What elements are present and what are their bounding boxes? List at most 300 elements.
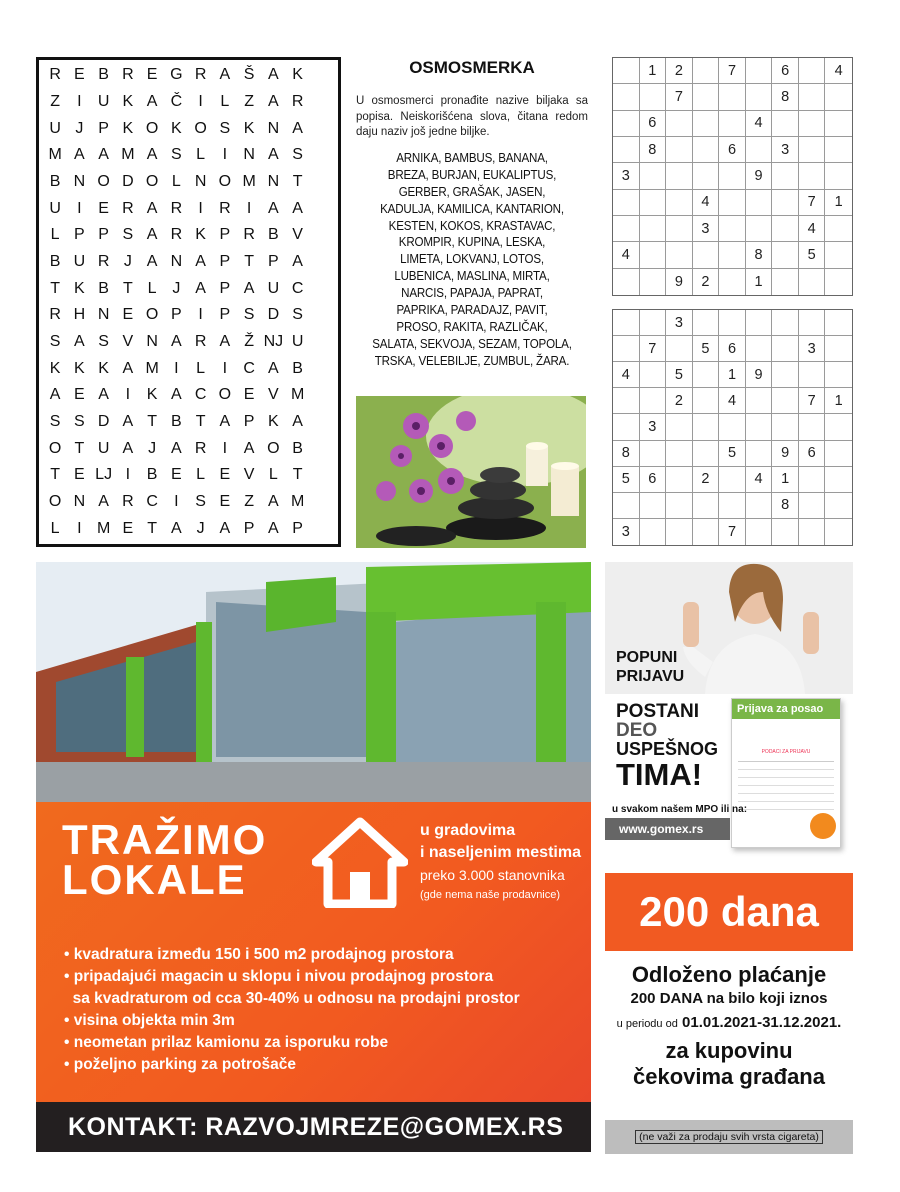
sudoku-cell[interactable] <box>825 137 852 163</box>
sudoku-cell[interactable] <box>613 310 640 336</box>
job-application-form-image <box>731 698 841 848</box>
word-search-cell: A <box>268 146 279 164</box>
word-search-cell: U <box>73 252 86 270</box>
sudoku-cell[interactable] <box>746 58 773 84</box>
word-search-cell <box>310 62 334 89</box>
word-search-cell: O <box>218 386 232 404</box>
requirement-item <box>64 944 520 966</box>
sudoku-cell[interactable] <box>613 216 640 242</box>
gomex-website-link[interactable]: www.gomex.rs <box>605 818 730 840</box>
sudoku-cell[interactable] <box>613 414 640 440</box>
word-search-cell: A <box>243 279 255 297</box>
sudoku-cell[interactable] <box>772 336 799 362</box>
sudoku-cell[interactable] <box>825 216 852 242</box>
sudoku-cell[interactable] <box>666 111 693 137</box>
sudoku-cell[interactable] <box>772 362 799 388</box>
word-search-cell: P <box>243 412 255 430</box>
sudoku-cell[interactable] <box>746 519 773 545</box>
cities-line-1: u gradovima <box>420 822 516 839</box>
word-search-cell: S <box>195 492 206 510</box>
sudoku-cell[interactable] <box>799 269 826 295</box>
word-search-cell: I <box>125 386 131 404</box>
word-search-cell: I <box>222 359 228 377</box>
sudoku-cell[interactable] <box>640 519 667 545</box>
sudoku-cell[interactable] <box>746 216 773 242</box>
sudoku-cell[interactable] <box>825 519 852 545</box>
sudoku-cell[interactable] <box>719 111 746 137</box>
uspesnog-line: USPEŠNOG <box>616 739 719 759</box>
sudoku-cell[interactable] <box>693 414 720 440</box>
sudoku-cell[interactable]: 2 <box>666 58 693 84</box>
sudoku-cell[interactable] <box>693 137 720 163</box>
sudoku-cell[interactable] <box>746 414 773 440</box>
sudoku-cell[interactable] <box>640 362 667 388</box>
sudoku-cell[interactable] <box>640 216 667 242</box>
sudoku-cell[interactable] <box>772 216 799 242</box>
sudoku-cell[interactable]: 1 <box>746 269 773 295</box>
sudoku-cell[interactable] <box>746 493 773 519</box>
sudoku-cell[interactable] <box>719 216 746 242</box>
sudoku-cell[interactable] <box>719 163 746 189</box>
word-search-cell: A <box>49 386 61 404</box>
word-search-cell: O <box>48 439 62 457</box>
sudoku-cell[interactable] <box>613 269 640 295</box>
sudoku-cell[interactable] <box>799 137 826 163</box>
word-search-cell: A <box>122 359 134 377</box>
sudoku-cell[interactable]: 7 <box>666 84 693 110</box>
sudoku-cell[interactable] <box>799 111 826 137</box>
sudoku-cell[interactable] <box>719 269 746 295</box>
sudoku-cell[interactable]: 4 <box>613 242 640 268</box>
word-search-cell: A <box>171 386 182 404</box>
sudoku-cell[interactable] <box>772 242 799 268</box>
word-search-cell <box>310 302 334 329</box>
word-search-cell: A <box>195 252 206 270</box>
sudoku-cell[interactable] <box>613 190 640 216</box>
word-list-line: PROSO, RAKITA, RAZLIČAK, <box>396 319 548 334</box>
sudoku-cell[interactable] <box>666 414 693 440</box>
sudoku-cell[interactable] <box>666 336 693 362</box>
sudoku-cell[interactable]: 8 <box>613 441 640 467</box>
sudoku-cell[interactable]: 1 <box>640 58 667 84</box>
sudoku-cell[interactable] <box>613 336 640 362</box>
sudoku-cell[interactable] <box>666 137 693 163</box>
word-search-cell: I <box>125 466 131 484</box>
word-search-cell <box>310 489 334 516</box>
dana-details <box>605 962 853 1090</box>
sudoku-cell[interactable] <box>799 362 826 388</box>
sudoku-cell[interactable]: 1 <box>825 388 852 414</box>
sudoku-cell[interactable]: 3 <box>693 216 720 242</box>
word-list-line: ARNIKA, BAMBUS, BANANA, <box>396 151 548 165</box>
word-search-cell: A <box>98 492 109 510</box>
contact-email-bar[interactable]: KONTAKT: RAZVOJMREZE@GOMEX.RS <box>36 1102 591 1152</box>
sudoku-cell[interactable]: 5 <box>719 441 746 467</box>
sudoku-cell[interactable] <box>799 58 826 84</box>
word-search-cell: I <box>246 199 252 217</box>
word-search-cell: Č <box>170 92 183 110</box>
sudoku-cell[interactable]: 6 <box>640 467 667 493</box>
word-search-cell: U <box>291 332 304 350</box>
postani-line: POSTANI <box>616 701 700 722</box>
word-search-cell: O <box>218 172 232 190</box>
word-search-cell: M <box>290 386 305 404</box>
sudoku-cell[interactable]: 4 <box>613 362 640 388</box>
word-search-cell: L <box>147 279 157 297</box>
sudoku-cell[interactable]: 6 <box>719 137 746 163</box>
sudoku-cell[interactable] <box>825 310 852 336</box>
word-search-cell: S <box>98 332 109 350</box>
word-search-cell: T <box>50 466 61 484</box>
word-list-line: NARCIS, PAPAJA, PAPRAT, <box>401 286 543 300</box>
sudoku-cell[interactable] <box>799 310 826 336</box>
sudoku-cell[interactable] <box>825 441 852 467</box>
sudoku-cell[interactable] <box>746 137 773 163</box>
sudoku-cell[interactable] <box>666 493 693 519</box>
word-search-cell: B <box>146 466 158 484</box>
sudoku-cell[interactable] <box>640 242 667 268</box>
sudoku-cell[interactable] <box>719 84 746 110</box>
sudoku-cell[interactable]: 3 <box>799 336 826 362</box>
requirement-item <box>64 966 520 988</box>
sudoku-cell[interactable] <box>772 269 799 295</box>
sudoku-cell[interactable] <box>613 137 640 163</box>
word-search-cell: A <box>74 146 85 164</box>
sudoku-cell[interactable] <box>666 163 693 189</box>
word-search-cell: A <box>98 386 109 404</box>
sudoku-cell[interactable]: 8 <box>640 137 667 163</box>
word-search-cell: N <box>170 252 183 270</box>
word-search-cell <box>310 515 334 542</box>
bullet-icon: • <box>64 968 74 985</box>
sudoku-cell[interactable]: 9 <box>666 269 693 295</box>
word-list-line: LUBENICA, MASLINA, MIRTA, <box>394 269 550 284</box>
word-search-cell: L <box>50 226 60 244</box>
word-search-cell: C <box>146 492 158 510</box>
sudoku-cell[interactable]: 9 <box>772 441 799 467</box>
sudoku-cell[interactable]: 7 <box>799 388 826 414</box>
sudoku-cell[interactable]: 6 <box>640 111 667 137</box>
word-search-cell: O <box>145 119 159 137</box>
word-search-cell: B <box>171 412 182 430</box>
sudoku-cell[interactable]: 4 <box>719 388 746 414</box>
word-search-cell: P <box>219 306 231 324</box>
sudoku-cell[interactable] <box>640 310 667 336</box>
sudoku-cell[interactable]: 2 <box>693 467 720 493</box>
word-search-cell: A <box>146 252 158 270</box>
sudoku-cell[interactable]: 4 <box>746 111 773 137</box>
word-search-cell: T <box>74 439 85 457</box>
word-search-cell: I <box>77 199 82 217</box>
sudoku-cell[interactable] <box>640 441 667 467</box>
word-search-cell: A <box>171 332 182 350</box>
sudoku-cell[interactable] <box>772 388 799 414</box>
word-search-cell: R <box>243 226 255 244</box>
sudoku-cell[interactable] <box>693 362 720 388</box>
word-search-cell: U <box>97 439 110 457</box>
sudoku-cell[interactable]: 4 <box>693 190 720 216</box>
sudoku-cell[interactable] <box>693 163 720 189</box>
word-search-cell: O <box>97 172 110 190</box>
sudoku-cell[interactable]: 3 <box>613 163 640 189</box>
sudoku-cell[interactable]: 4 <box>825 58 852 84</box>
sudoku-cell[interactable] <box>666 242 693 268</box>
job-mpo-text: u svakom našem MPO ili na: <box>612 804 748 815</box>
sudoku-cell[interactable] <box>772 414 799 440</box>
sudoku-cell[interactable] <box>772 519 799 545</box>
word-search-cell: I <box>77 92 82 110</box>
sudoku-cell[interactable] <box>719 467 746 493</box>
sudoku-cell[interactable] <box>666 190 693 216</box>
lokale-note: (gde nema naše prodavnice) <box>420 889 561 901</box>
sudoku-cell[interactable] <box>693 519 720 545</box>
word-search-cell: O <box>267 439 280 457</box>
word-search-cell: R <box>122 492 134 510</box>
word-search-cell: K <box>49 359 61 377</box>
word-search-cell: M <box>121 146 135 164</box>
sudoku-cell[interactable] <box>825 84 852 110</box>
sudoku-cell[interactable] <box>746 336 773 362</box>
sudoku-cell[interactable] <box>825 467 852 493</box>
sudoku-cell[interactable] <box>693 84 720 110</box>
sudoku-cell[interactable]: 9 <box>746 163 773 189</box>
sudoku-cell[interactable]: 6 <box>772 58 799 84</box>
word-search-cell: R <box>97 252 110 270</box>
word-search-cell: J <box>123 252 132 270</box>
word-search-cell: I <box>198 306 203 324</box>
period-dates: 01.01.2021-31.12.2021. <box>682 1014 842 1031</box>
word-search-cell: U <box>97 92 110 110</box>
sudoku-cell[interactable] <box>746 310 773 336</box>
word-search-cell: K <box>74 359 85 377</box>
sudoku-cell[interactable] <box>825 414 852 440</box>
sudoku-cell[interactable]: 2 <box>666 388 693 414</box>
sudoku-cell[interactable]: 5 <box>693 336 720 362</box>
sudoku-cell[interactable] <box>746 84 773 110</box>
word-search-cell <box>310 382 334 409</box>
word-search-cell: P <box>243 519 255 537</box>
word-search-cell: A <box>219 66 231 84</box>
deo-line: DEO <box>616 720 658 741</box>
bullet-icon <box>64 990 73 1007</box>
sudoku-cell[interactable] <box>746 190 773 216</box>
word-search-cell: N <box>146 332 158 350</box>
word-search-cell: J <box>75 119 84 137</box>
word-list-line: PAPRIKA, PARADAJZ, PAVIT, <box>396 302 548 317</box>
word-search-cell: A <box>268 92 279 110</box>
sudoku-cell[interactable]: 5 <box>613 467 640 493</box>
sudoku-cell[interactable]: 5 <box>666 362 693 388</box>
word-search-cell: L <box>50 519 60 537</box>
sudoku-cell[interactable] <box>772 111 799 137</box>
bullet-icon: • <box>64 946 74 963</box>
sudoku-cell[interactable]: 3 <box>613 519 640 545</box>
sudoku-cell[interactable] <box>825 362 852 388</box>
sudoku-cell[interactable]: 3 <box>640 414 667 440</box>
sudoku-cell[interactable] <box>799 519 826 545</box>
sudoku-cell[interactable] <box>666 216 693 242</box>
sudoku-cell[interactable] <box>693 388 720 414</box>
sudoku-cell[interactable]: 7 <box>719 519 746 545</box>
sudoku-cell[interactable]: 4 <box>799 216 826 242</box>
word-search-cell: K <box>122 92 134 110</box>
sudoku-cell[interactable]: 8 <box>746 242 773 268</box>
word-search-cell: B <box>49 252 61 270</box>
sudoku-cell[interactable]: 8 <box>772 84 799 110</box>
word-search-cell: S <box>171 146 182 164</box>
word-search-cell: R <box>170 226 183 244</box>
word-search-cell: R <box>194 439 207 457</box>
sudoku-cell[interactable] <box>719 493 746 519</box>
house-icon <box>312 816 408 908</box>
sudoku-cell[interactable] <box>825 111 852 137</box>
word-search-cell: M <box>242 172 256 190</box>
word-search-cell <box>310 222 334 249</box>
word-search-cell <box>310 115 334 142</box>
word-search-cell <box>310 409 334 436</box>
sudoku-cell[interactable] <box>719 190 746 216</box>
sudoku-cell[interactable] <box>666 441 693 467</box>
sudoku-cell[interactable]: 3 <box>772 137 799 163</box>
word-search-cell: L <box>220 92 230 110</box>
word-search-cell: L <box>196 146 206 164</box>
sudoku-cell[interactable] <box>772 310 799 336</box>
word-search-cell: N <box>97 306 110 324</box>
sudoku-cell[interactable] <box>693 242 720 268</box>
word-search-cell: Z <box>244 92 255 110</box>
word-search-cell: P <box>98 119 109 137</box>
word-search-cell: T <box>292 172 303 190</box>
word-search-cell: B <box>49 172 61 190</box>
dana-line-1: Odloženo plaćanje <box>631 962 827 987</box>
word-search-cell: S <box>292 306 303 324</box>
sudoku-cell[interactable] <box>825 269 852 295</box>
word-search-cell: Ž <box>244 332 255 350</box>
sudoku-cell[interactable] <box>693 441 720 467</box>
sudoku-cell[interactable] <box>799 493 826 519</box>
word-search-cell: R <box>291 92 304 110</box>
sudoku-cell[interactable] <box>719 310 746 336</box>
lokale-headline <box>62 816 268 903</box>
word-search-cell <box>310 435 334 462</box>
dana-line-4: za kupovinu <box>665 1038 793 1063</box>
sudoku-cell[interactable] <box>693 58 720 84</box>
sudoku-cell[interactable] <box>693 493 720 519</box>
cigarette-disclaimer <box>605 1120 853 1154</box>
requirement-text: sa kvadraturom od cca 30-40% u odnosu na prodajni prostor <box>72 990 520 1007</box>
word-search-cell: S <box>292 146 303 164</box>
sudoku-cell[interactable]: 7 <box>719 58 746 84</box>
word-search-cell: C <box>194 386 207 404</box>
word-search-cell: O <box>194 119 207 137</box>
tima-line: TIMA! <box>616 757 703 792</box>
sudoku-cell[interactable] <box>772 190 799 216</box>
sudoku-cell[interactable] <box>613 58 640 84</box>
word-search-cell: D <box>267 306 280 324</box>
sudoku-cell[interactable] <box>666 519 693 545</box>
sudoku-cell[interactable]: 3 <box>666 310 693 336</box>
sudoku-cell[interactable] <box>640 388 667 414</box>
word-search-cell: S <box>243 306 255 324</box>
sudoku-cell[interactable] <box>719 242 746 268</box>
sudoku-cell[interactable] <box>719 414 746 440</box>
sudoku-cell[interactable] <box>799 163 826 189</box>
sudoku-cell[interactable] <box>825 163 852 189</box>
word-search-cell: E <box>74 466 85 484</box>
sudoku-cell[interactable] <box>640 493 667 519</box>
word-list-line: BREZA, BURJAN, EUKALIPTUS, <box>387 167 557 182</box>
sudoku-cell[interactable]: 4 <box>746 467 773 493</box>
sudoku-cell[interactable]: 8 <box>772 493 799 519</box>
sudoku-cell[interactable] <box>825 493 852 519</box>
sudoku-cell[interactable] <box>825 336 852 362</box>
sudoku-cell[interactable]: 2 <box>693 269 720 295</box>
word-search-cell: S <box>219 119 231 137</box>
word-search-cell <box>310 329 334 356</box>
sudoku-cell[interactable] <box>746 441 773 467</box>
word-search-cell: K <box>195 226 206 244</box>
sudoku-cell[interactable] <box>613 388 640 414</box>
word-search-cell: T <box>147 519 158 537</box>
sudoku-cell[interactable]: 6 <box>719 336 746 362</box>
sudoku-cell[interactable]: 7 <box>799 190 826 216</box>
sudoku-cell[interactable] <box>666 467 693 493</box>
sudoku-cell[interactable] <box>772 163 799 189</box>
word-search-cell: C <box>243 359 255 377</box>
word-search-cell: P <box>171 306 182 324</box>
sudoku-cell[interactable] <box>640 163 667 189</box>
word-search-cell: I <box>198 92 203 110</box>
sudoku-cell[interactable] <box>799 414 826 440</box>
dana-line-2: 200 DANA na bilo koji iznos <box>630 990 828 1007</box>
sudoku-cell[interactable] <box>746 388 773 414</box>
sudoku-cell[interactable] <box>613 84 640 110</box>
word-search-cell: Š <box>243 66 255 84</box>
word-search-cell: C <box>291 279 304 297</box>
sudoku-cell[interactable] <box>640 190 667 216</box>
word-search-cell: B <box>98 279 109 297</box>
word-search-cell: I <box>222 146 228 164</box>
word-search-cell: N <box>243 146 255 164</box>
word-search-cell: U <box>49 119 61 137</box>
sudoku-cell[interactable] <box>693 310 720 336</box>
word-search-cell: P <box>268 252 279 270</box>
sudoku-cell[interactable] <box>640 269 667 295</box>
sudoku-cell[interactable]: 6 <box>799 441 826 467</box>
word-search-cell: N <box>194 172 207 190</box>
sudoku-cell[interactable]: 1 <box>719 362 746 388</box>
word-search-cell: P <box>219 279 231 297</box>
sudoku-cell[interactable] <box>640 84 667 110</box>
sudoku-cell[interactable] <box>613 493 640 519</box>
sudoku-cell[interactable] <box>799 84 826 110</box>
sudoku-cell[interactable] <box>825 242 852 268</box>
word-search-cell: E <box>74 386 85 404</box>
word-search-cell: A <box>268 199 279 217</box>
sudoku-cell[interactable]: 1 <box>772 467 799 493</box>
sudoku-cell[interactable] <box>613 111 640 137</box>
sudoku-cell[interactable] <box>799 467 826 493</box>
sudoku-cell[interactable]: 5 <box>799 242 826 268</box>
word-search-cell: T <box>244 252 255 270</box>
sudoku-cell[interactable] <box>693 111 720 137</box>
word-search-cell: D <box>122 172 134 190</box>
sudoku-cell[interactable]: 1 <box>825 190 852 216</box>
sudoku-cell[interactable]: 7 <box>640 336 667 362</box>
word-search-cell: A <box>146 92 158 110</box>
word-search-cell: S <box>122 226 134 244</box>
sudoku-cell[interactable]: 9 <box>746 362 773 388</box>
